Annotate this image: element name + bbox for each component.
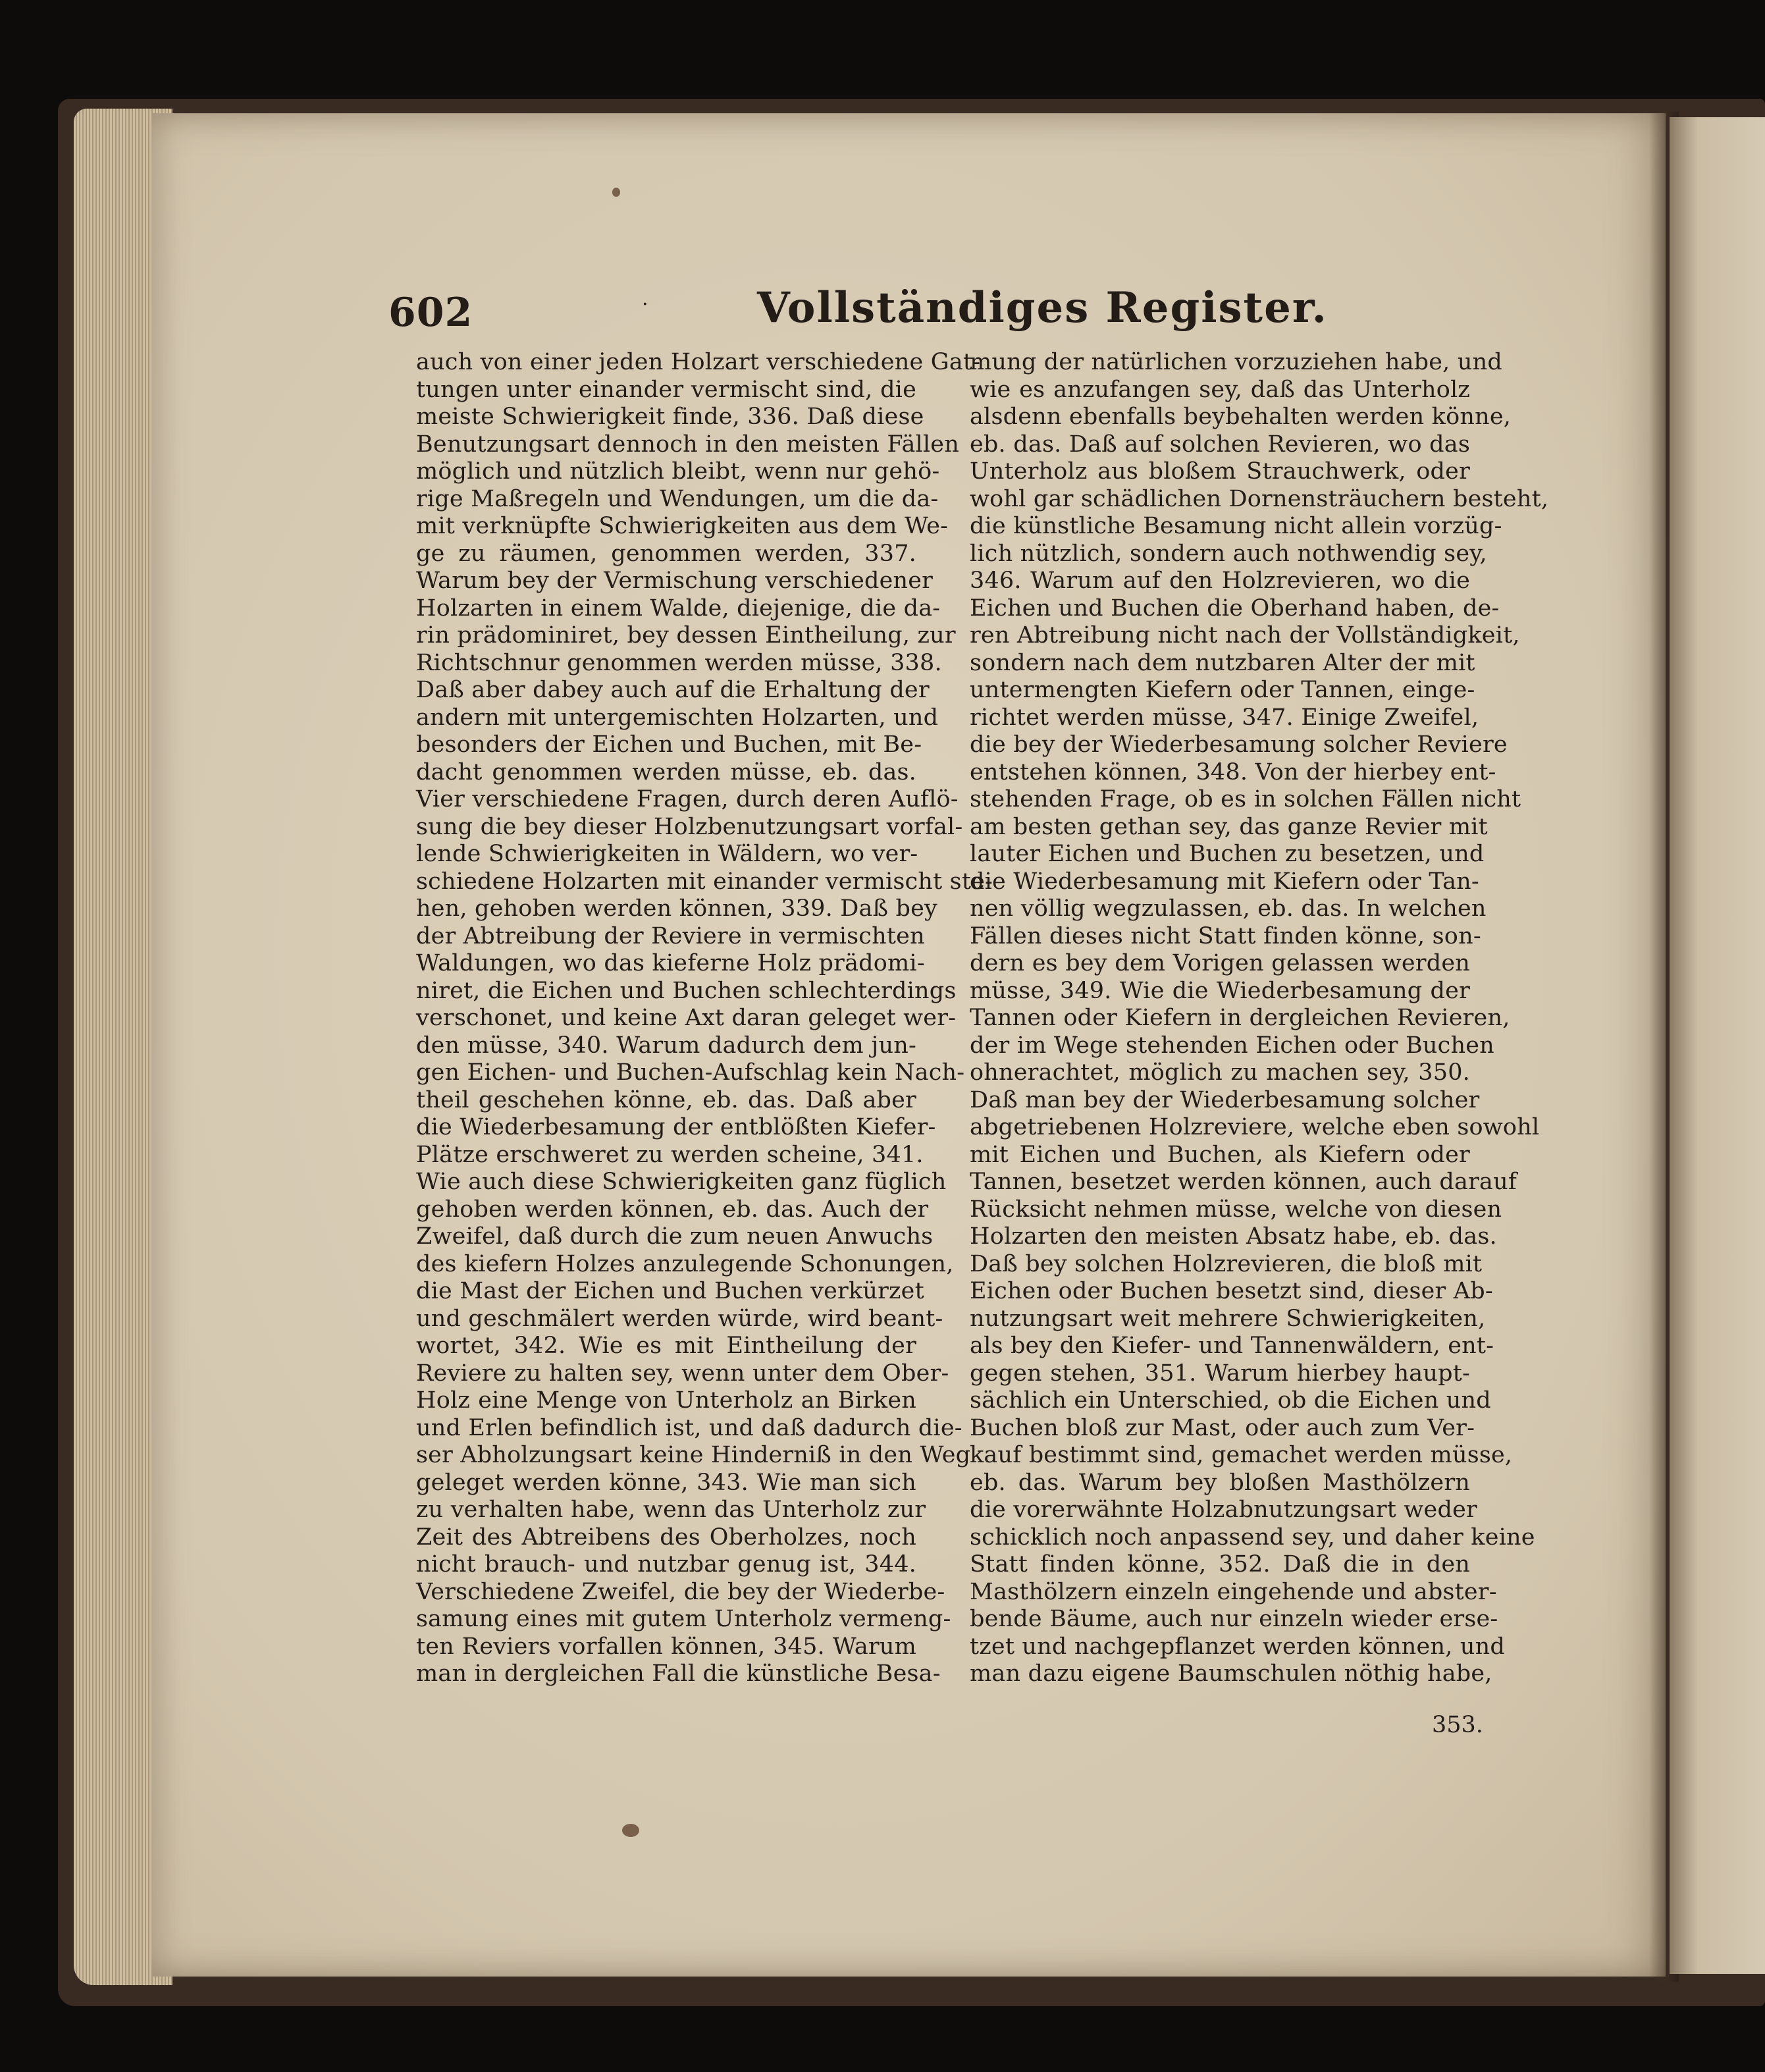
text-line: wie es anzufangen sey, daß das Unterholz	[970, 376, 1470, 403]
text-line: Benutzungsart dennoch in den meisten Fällen	[416, 431, 959, 458]
text-line: mit verknüpfte Schwierigkeiten aus dem We-	[416, 513, 949, 539]
text-line: der Abtreibung der Reviere in vermischten	[416, 922, 925, 949]
text-line: zu verhalten habe, wenn das Unterholz zur	[416, 1497, 926, 1523]
text-line: und geschmälert werden würde, wird beant-	[416, 1305, 943, 1332]
text-line: der im Wege stehenden Eichen oder Buchen	[970, 1032, 1494, 1059]
text-line: die Mast der Eichen und Buchen verkürzet	[416, 1278, 924, 1304]
text-line: Daß man bey der Wiederbesamung solcher	[970, 1086, 1480, 1113]
text-line: lich nützlich, sondern auch nothwendig sey,	[970, 540, 1487, 567]
text-line: samung eines mit gutem Unterholz vermeng-	[416, 1606, 951, 1632]
text-line: Daß bey solchen Holzrevieren, die bloß mit	[970, 1250, 1483, 1277]
text-line: schiedene Holzarten mit einander vermischt ste-	[416, 868, 993, 895]
text-line: mit Eichen und Buchen, als Kiefern oder	[970, 1141, 1470, 1168]
text-line: kauf bestimmt sind, gemachet werden müsse,	[970, 1442, 1513, 1468]
text-line: lauter Eichen und Buchen zu besetzen, und	[970, 841, 1485, 867]
text-line: nutzungsart weit mehrere Schwierigkeiten,	[970, 1305, 1486, 1332]
text-line: Fällen dieses nicht Statt finden könne, son-	[970, 922, 1481, 949]
text-line: niret, die Eichen und Buchen schlechterdings	[416, 977, 957, 1004]
text-line: die vorerwähnte Holzabnutzungsart weder	[970, 1497, 1477, 1523]
text-line: sächlich ein Unterschied, ob die Eichen und	[970, 1387, 1491, 1414]
text-line: dern es bey dem Vorigen gelassen werden	[970, 950, 1470, 976]
text-line: sung die bey dieser Holzbenutzungsart vorfal-	[416, 813, 963, 840]
text-line: Daß aber dabey auch auf die Erhaltung der	[416, 677, 930, 703]
text-line: entstehen können, 348. Von der hierbey ent-	[970, 758, 1496, 785]
text-line: Waldungen, wo das kieferne Holz prädomi-	[416, 950, 925, 976]
ink-spot	[622, 1824, 639, 1837]
text-line: Unterholz aus bloßem Strauchwerk, oder	[970, 458, 1470, 485]
text-line: andern mit untergemischten Holzarten, und	[416, 704, 939, 731]
text-line: ge zu räumen, genommen werden, 337.	[416, 540, 916, 567]
text-line: schicklich noch anpassend sey, und daher keine	[970, 1524, 1535, 1551]
text-line: eb. das. Daß auf solchen Revieren, wo das	[970, 431, 1470, 458]
text-line: ohnerachtet, möglich zu machen sey, 350.	[970, 1059, 1470, 1086]
text-line: nen völlig wegzulassen, eb. das. In welchen	[970, 895, 1487, 922]
text-line: Verschiedene Zweifel, die bey der Wiederbe-	[416, 1578, 945, 1605]
text-line: am besten gethan sey, das ganze Revier mit	[970, 813, 1488, 840]
text-line: Tannen oder Kiefern in dergleichen Revieren,	[970, 1005, 1510, 1031]
right-column-trailing-number: 353.	[1432, 1712, 1483, 1738]
text-line: sondern nach dem nutzbaren Alter der mit	[970, 649, 1475, 676]
text-line: besonders der Eichen und Buchen, mit Be-	[416, 731, 922, 758]
text-line: Zweifel, daß durch die zum neuen Anwuchs	[416, 1223, 934, 1250]
left-column	[416, 349, 993, 1688]
text-line: tzet und nachgepflanzet werden können, und	[970, 1633, 1505, 1660]
text-line: gegen stehen, 351. Warum hierbey haupt-	[970, 1360, 1470, 1387]
text-line: man in dergleichen Fall die künstliche Besa-	[416, 1660, 941, 1687]
text-line: den müsse, 340. Warum dadurch dem jun-	[416, 1032, 916, 1059]
text-line: dacht genommen werden müsse, eb. das.	[416, 758, 916, 785]
text-line: Holzarten den meisten Absatz habe, eb. das.	[970, 1223, 1497, 1250]
text-line: Eichen und Buchen die Oberhand haben, de-	[970, 595, 1500, 622]
text-line: eb. das. Warum bey bloßen Masthölzern	[970, 1469, 1470, 1496]
right-column	[970, 349, 1549, 1688]
text-line: ser Abholzungsart keine Hinderniß in den Weg	[416, 1442, 971, 1468]
text-line: möglich und nützlich bleibt, wenn nur gehö-	[416, 458, 940, 485]
text-line: man dazu eigene Baumschulen nöthig habe,	[970, 1660, 1492, 1687]
text-line: lende Schwierigkeiten in Wäldern, wo ver-	[416, 841, 918, 867]
text-line: die Wiederbesamung mit Kiefern oder Tan-	[970, 868, 1479, 895]
text-line: hen, gehoben werden können, 339. Daß bey	[416, 895, 937, 922]
text-line: mung der natürlichen vorzuziehen habe, und	[970, 349, 1502, 375]
text-line: bende Bäume, auch nur einzeln wieder erse-	[970, 1606, 1498, 1632]
text-line: abgetriebenen Holzreviere, welche eben sowohl	[970, 1114, 1540, 1140]
text-line: richtet werden müsse, 347. Einige Zweifel,	[970, 704, 1479, 731]
text-line: müsse, 349. Wie die Wiederbesamung der	[970, 977, 1470, 1004]
text-line: Holzarten in einem Walde, diejenige, die da-	[416, 595, 941, 622]
text-line: Wie auch diese Schwierigkeiten ganz füglich	[416, 1169, 947, 1195]
text-line: meiste Schwierigkeit finde, 336. Daß diese	[416, 404, 924, 430]
text-line: stehenden Frage, ob es in solchen Fällen nicht	[970, 786, 1521, 812]
running-title: Vollständiges Register.	[757, 283, 1328, 332]
text-line: untermengten Kiefern oder Tannen, einge-	[970, 677, 1475, 703]
text-line: die bey der Wiederbesamung solcher Reviere	[970, 731, 1508, 758]
page-number: 602	[388, 290, 473, 336]
header-dot-mark: ·	[642, 293, 648, 316]
text-line: Statt finden könne, 352. Daß die in den	[970, 1551, 1470, 1578]
ink-spot	[612, 188, 620, 197]
text-line: die künstliche Besamung nicht allein vorzüg-	[970, 513, 1502, 539]
text-line: des kiefern Holzes anzulegende Schonungen,	[416, 1250, 954, 1277]
text-line: Vier verschiedene Fragen, durch deren Auflö-	[416, 786, 959, 812]
text-line: Holz eine Menge von Unterholz an Birken	[416, 1387, 916, 1414]
text-line: Tannen, besetzet werden können, auch darauf	[970, 1169, 1517, 1195]
text-line: Rücksicht nehmen müsse, welche von diesen	[970, 1196, 1502, 1223]
text-line: Buchen bloß zur Mast, oder auch zum Ver-	[970, 1414, 1475, 1441]
text-line: wohl gar schädlichen Dornensträuchern besteht,	[970, 485, 1549, 512]
text-line: Reviere zu halten sey, wenn unter dem Ober-	[416, 1360, 949, 1387]
text-line: verschonet, und keine Axt daran geleget wer-	[416, 1005, 957, 1031]
text-line: nicht brauch- und nutzbar genug ist, 344.	[416, 1551, 916, 1578]
text-line: Richtschnur genommen werden müsse, 338.	[416, 649, 942, 676]
text-line: geleget werden könne, 343. Wie man sich	[416, 1469, 916, 1496]
text-line: als bey den Kiefer- und Tannenwäldern, ent-	[970, 1333, 1494, 1359]
text-line: gehoben werden können, eb. das. Auch der	[416, 1196, 929, 1223]
text-line: tungen unter einander vermischt sind, die	[416, 376, 916, 403]
text-line: rige Maßregeln und Wendungen, um die da-	[416, 485, 939, 512]
text-line: Warum bey der Vermischung verschiedener	[416, 568, 934, 594]
text-line: wortet, 342. Wie es mit Eintheilung der	[416, 1333, 916, 1359]
text-line: Plätze erschweret zu werden scheine, 341.	[416, 1141, 924, 1168]
text-line: ten Reviers vorfallen können, 345. Warum	[416, 1633, 916, 1660]
text-line: gen Eichen- und Buchen-Aufschlag kein Nach-	[416, 1059, 965, 1086]
text-line: ren Abtreibung nicht nach der Vollständigkeit,	[970, 622, 1520, 649]
text-line: auch von einer jeden Holzart verschiedene Gat-	[416, 349, 981, 375]
text-line: 346. Warum auf den Holzrevieren, wo die	[970, 568, 1470, 594]
text-line: Masthölzern einzeln eingehende und abster-	[970, 1578, 1497, 1605]
text-line: Zeit des Abtreibens des Oberholzes, noch	[416, 1524, 916, 1551]
text-line: Eichen oder Buchen besetzt sind, dieser Ab-	[970, 1278, 1493, 1304]
text-line: alsdenn ebenfalls beybehalten werden könne,	[970, 404, 1512, 430]
text-line: und Erlen befindlich ist, und daß dadurch die-	[416, 1414, 962, 1441]
text-line: theil geschehen könne, eb. das. Daß aber	[416, 1086, 916, 1113]
text-line: die Wiederbesamung der entblößten Kiefer-	[416, 1114, 936, 1140]
text-line: rin prädominiret, bey dessen Eintheilung, zur	[416, 622, 956, 649]
